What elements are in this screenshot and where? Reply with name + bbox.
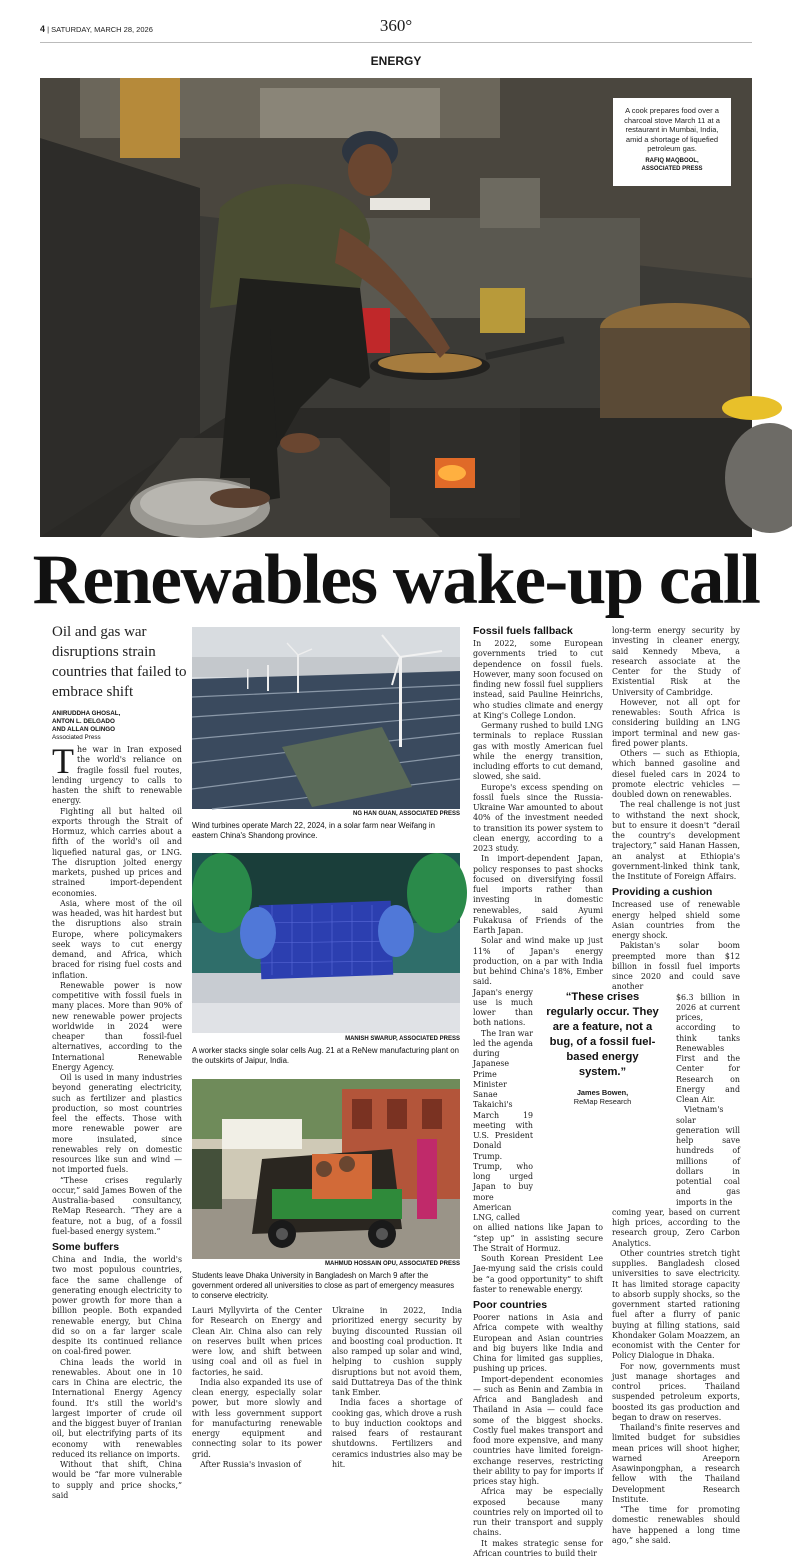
article-paragraph: Pakistan's solar boom preempted more than $12 billion in fossil fuel imports since 2020 and could save another (612, 941, 740, 992)
article-paragraph: Europe's excess spending on fossil fuels since the Russia-Ukraine War amounted to about 40% of the investment needed to transition its power system to clean energy, according to a 2023 study. (473, 783, 603, 855)
article-paragraph: Thailand's finite reserves and limited budget for subsidies mean prices will shoot higher, warned Areeporn Asawinpongphan, a research fellow with the Thailand Development Research Institute. (612, 1423, 740, 1505)
article-paragraph: It makes strategic sense for African countries to build their (473, 1539, 603, 1559)
article-paragraph: The Iran war led the agenda during Japanese Prime Minister Sanae Takaichi's March 19 meeting with U.S. President Donald Trump. Trump, who long urged Japan to buy more American LNG, called (473, 1029, 533, 1224)
dhaka-university-photo (192, 1079, 460, 1259)
masthead: 360° (0, 16, 792, 36)
worker-holding-solar-cells-illustration (192, 853, 460, 1033)
article-paragraph: Vietnam's solar generation will help save hundreds of millions of dollars in potential coal and gas imports in the (676, 1105, 740, 1208)
article-paragraph: However, not all opt for renewables: South Africa is considering building an LNG import terminal and new gas-fired power plants. (612, 698, 740, 749)
subheading-providing-a-cushion: Providing a cushion (612, 885, 740, 899)
header-rule (40, 42, 752, 43)
article-paragraph: Import-dependent economies — such as Benin and Zambia in Africa and Bangladesh and Thailand in Asia — could face some of the biggest shocks. Costly fuel makes transport and food more expensive, and many countries have limited foreign-exchange reserves, restricting their ability to pay for imports if prices stay high. (473, 1375, 603, 1488)
article-paragraph: Africa may be especially exposed because many countries rely on imported oil to run their transport and supply chains. (473, 1487, 603, 1538)
article-paragraph: Asia, where most of the oil was headed, was hit hardest but the disruptions also strain Europe, where policymakers seek ways to cut energy demand, and Africa, which braced for rising fuel costs and inflation. (52, 899, 182, 981)
article-column-5 (612, 626, 740, 1506)
page-number: 4 (40, 24, 45, 34)
photo-caption: A worker stacks single solar cells Aug. 21 at a ReNew manufacturing plant on the outskirts of Jaipur, India. (192, 1046, 460, 1066)
article-column-2 (192, 1306, 322, 1506)
article-paragraph: $6.3 billion in 2026 at current prices, according to think tanks Renewables First and the Center for Research on Energy and Clean Air. (676, 993, 740, 1106)
pull-quote-text: “These crises regularly occur. They are a feature, not a bug, of a fossil fuel-based energy system.” (545, 990, 660, 1080)
article-paragraph: Japan's energy use is much lower than both nations. (473, 988, 533, 1029)
article-paragraph: India faces a shortage of cooking gas, which drove a rush to buy induction cooktops and raised fears of restaurant shutdowns. Fertilizers and ceramics industries also may be hit. (332, 1398, 462, 1470)
article-paragraph: Poorer nations in Asia and Africa compete with wealthy European and Asian countries and big buyers like India and China for limited gas supplies, pushing up prices. (473, 1313, 603, 1375)
photo-caption: Students leave Dhaka University in Bangladesh on March 9 after the government ordered all universities to close as part of emergency measures to conserve electricity. (192, 1271, 460, 1301)
byline-name: AND ALLAN OLINGO (52, 726, 187, 734)
article-paragraph: on allied nations like Japan to “step up” in assisting secure The Strait of Hormuz. (473, 1223, 603, 1254)
article-paragraph: Germany rushed to build LNG terminals to replace Russian gas with mostly American fuel while the energy transition, including efforts to cut demand, slowed, she said. (473, 721, 603, 783)
article-paragraph: China and India, the world's two most populous countries, face the same challenge of generating enough electricity to power growth for more than a billion people. Both expanded renewable energy, but China did so on a far larger scale despite its continued reliance on coal-fired power. (52, 1255, 182, 1358)
drop-cap: T (52, 747, 74, 775)
article-paragraph: Ukraine in 2022, India prioritized energy security by buying discounted Russian oil and boosting coal production. It also ramped up solar and wind, helping to cushion supply disruptions but not avoid them, said Duttatreya Das of the think tank Ember. (332, 1306, 462, 1398)
article-paragraph: Other countries stretch tight supplies. Bangladesh closed universities to save electricity. It has limited storage capacity to absorb supply shocks, so the government started rationing fuel after a flurry of panic buying at filling stations, said Khondaker Golam Moazzem, an economist with the Center for Policy Dialogue in Dhaka. (612, 1249, 740, 1362)
photo-caption: Wind turbines operate March 22, 2024, in a solar farm near Weifang in eastern China's Shandong province. (192, 821, 460, 841)
subheading-poor-countries: Poor countries (473, 1298, 603, 1312)
issue-date: SATURDAY, MARCH 28, 2026 (51, 25, 153, 34)
article-paragraph: coming year, based on current high prices, according to the research group, Zero Carbon Analytics. (612, 1208, 740, 1249)
article-paragraph: “These crises regularly occur,” said James Bowen of the Australia-based consultancy, ReMap Research. “They are a feature, not a bug, of a fossil fuel-based energy system.” (52, 1176, 182, 1238)
photo-credit: NG HAN GUAN, ASSOCIATED PRESS (192, 811, 460, 817)
article-paragraph: China leads the world in renewables. About one in 10 cars in China are electric, the International Energy Agency found. It's still the world's largest importer of crude oil and the biggest buyer of Iranian oil, but electrifying parts of its economy with renewables reduced its reliance on imports. (52, 1358, 182, 1461)
subheading-some-buffers: Some buffers (52, 1240, 182, 1254)
byline-name: ANIRUDDHA GHOSAL, (52, 710, 187, 718)
article-paragraph: Oil is used in many industries beyond generating electricity, such as fertilizer and plastics production, so most countries feel the effects. Those with more renewable power are more insulated, since renewables rely on domestic resources like sun and wind — not imported fuels. (52, 1073, 182, 1176)
article-paragraph: In import-dependent Japan, policy responses to past shocks focused on diversifying fossil fuel imports rather than investing in domestic renewables, said Ayumi Fukakusa of Friends of the Earth Japan. (473, 854, 603, 936)
article-paragraph: Solar and wind make up just 11% of Japan's energy production, on a par with India but behind China's 18%, Ember said. (473, 936, 603, 987)
section-label: ENERGY (0, 54, 792, 68)
lead-photo-credit-agency: ASSOCIATED PRESS (620, 165, 724, 173)
article-paragraph: Fighting all but halted oil exports through the Strait of Hormuz, which carries about a fifth of the world's oil and liquefied natural gas, or LNG. The disruption jolted energy markets, pushed up prices and strained import-dependent economies. (52, 807, 182, 899)
photo-credit: MAHMUD HOSSAIN OPU, ASSOCIATED PRESS (192, 1261, 460, 1267)
article-paragraph: “The time for promoting domestic renewables should have happened a long time ago,” she said. (612, 1505, 740, 1546)
article-paragraph: After Russia's invasion of (192, 1460, 322, 1470)
photo-credit: MANISH SWARUP, ASSOCIATED PRESS (192, 1036, 460, 1042)
lead-photo-caption-box (613, 98, 731, 186)
folio: 4 | SATURDAY, MARCH 28, 2026 (40, 24, 153, 34)
article-paragraph: Renewable power is now competitive with fossil fuels in many places. More than 90% of new renewable power projects worldwide in 2024 were cheaper than fossil-fuel alternatives, according to the International Renewable Energy Agency. (52, 981, 182, 1073)
article-paragraph: South Korean President Lee Jae-myung said the crisis could be “a good opportunity” to shift faster to renewable energy. (473, 1254, 603, 1295)
article-paragraph: Others — such as Ethiopia, which banned gasoline and diesel fueled cars in 2024 to promote electric vehicles — doubled down on renewables. (612, 749, 740, 800)
byline-agency: Associated Press (52, 734, 187, 742)
article-paragraph: Lauri Myllyvirta of the Center for Research on Energy and Clean Air. China also can rely on reserves built when prices were low, and shift between using coal and oil as fuel in factories, he said. (192, 1306, 322, 1378)
byline-name: ANTON L. DELGADO (52, 718, 187, 726)
students-in-rickshaw-illustration (192, 1079, 460, 1259)
solar-cell-photo (192, 853, 460, 1033)
deck: Oil and gas war disruptions strain countries that failed to embrace shift (52, 622, 187, 702)
byline (52, 710, 187, 742)
pull-quote-name: James Bowen, (545, 1088, 660, 1097)
lead-photo-credit-name: RAFIQ MAQBOOL, (620, 157, 724, 165)
subheading-fossil-fuels-fallback: Fossil fuels fallback (473, 624, 603, 638)
solar-farm-photo (192, 627, 460, 809)
headline: Renewables wake-up call (0, 540, 792, 620)
wind-turbines-solar-farm-illustration (192, 627, 460, 809)
article-paragraph: For now, governments must just manage shortages and control prices. Thailand suspended petroleum exports, boosted its gas production and began to draw on reserves. (612, 1362, 740, 1424)
article-paragraph: Increased use of renewable energy helped shield some Asian countries from the energy shock. (612, 900, 740, 941)
article-paragraph: The real challenge is not just to withstand the next shock, but to ensure it doesn't “derail the country's development trajectory,” said Hanan Hassen, an analyst at Ethiopia's government-linked think tank, the Institute of Foreign Affairs. (612, 800, 740, 882)
article-paragraph: Without that shift, China would be “far more vulnerable to supply and price shocks,” said (52, 1460, 182, 1501)
article-paragraph: long-term energy security by investing in cleaner energy, said Kennedy Mbeva, a research associate at the Center for the Study of Existential Risk at the University of Cambridge. (612, 626, 740, 698)
article-column-1 (52, 745, 182, 1505)
article-paragraph: he war in Iran exposed the world's reliance on fragile fossil fuel routes, lending urgency to calls to hasten the shift to renewable energy. (52, 745, 182, 805)
article-paragraph: In 2022, some European governments tried to cut dependence on fossil fuels. However, many soon focused on finding new fossil fuel suppliers instead, said Pauline Heinrichs, who studies climate and energy at King's College London. (473, 639, 603, 721)
pull-quote-org: ReMap Research (545, 1097, 660, 1106)
article-column-3 (332, 1306, 462, 1506)
lead-photo-caption: A cook prepares food over a charcoal stove March 11 at a restaurant in Mumbai, India, amid a shortage of liquefied petroleum gas. (620, 106, 724, 154)
article-paragraph: India also expanded its use of clean energy, especially solar power, but more slowly and with less government support for manufacturing renewable energy equipment and connecting solar to its power grid. (192, 1378, 322, 1460)
